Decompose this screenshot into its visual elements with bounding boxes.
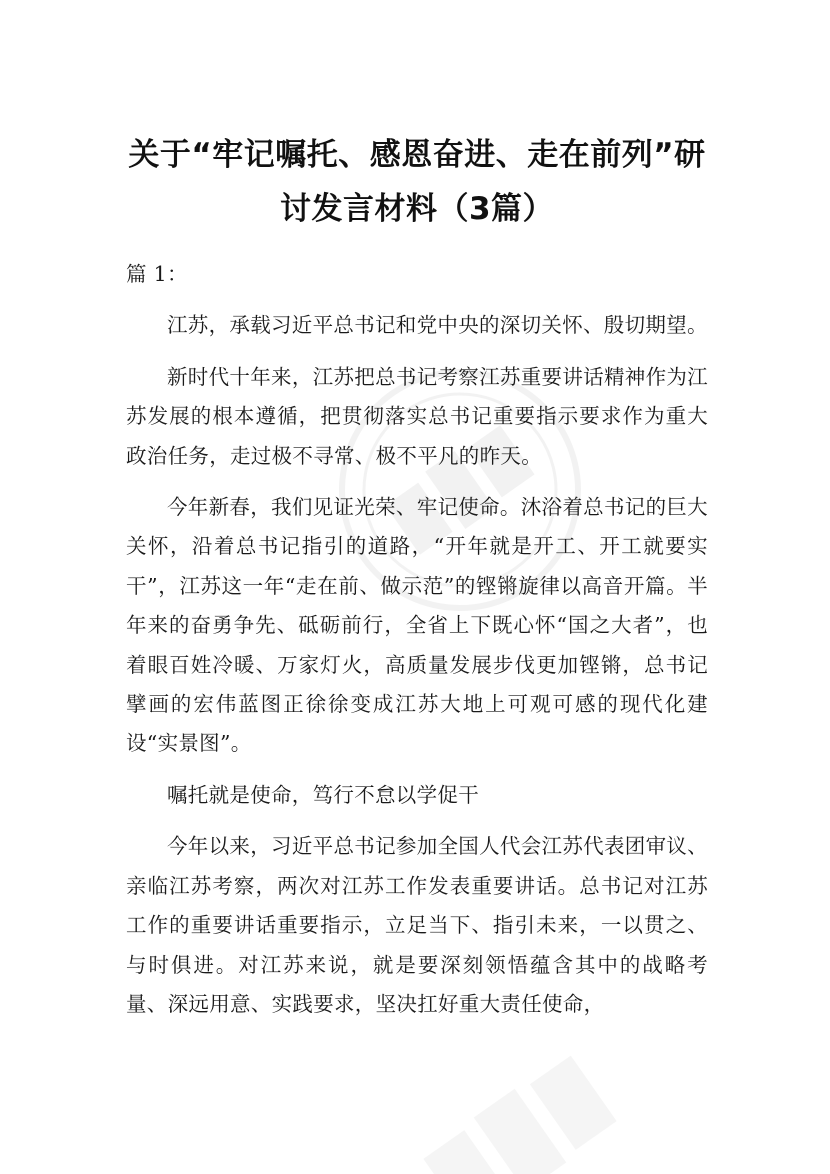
document-title [112,128,722,236]
document-body [126,255,708,1024]
title-line-2: 讨发言材料（3篇） [279,191,555,227]
paragraph-3: 今年新春，我们见证光荣、牢记使命。沐浴着总书记的巨大关怀，沿着总书记指引的道路，“开年就是开工、开工就要实干”，江苏这一年“走在前、做示范”的铿锵旋律以高音开篇。半年来的奋勇争先、砥砺前行，全省上下既心怀“国之大者”，也着眼百姓冷暖、万家灯火，高质量发展步伐更加铿锵，总书记擘画的宏伟蓝图正徐徐变成江苏大地上可观可感的现代化建设“实景图”。 [126,495,708,756]
title-line-1: 关于“牢记嘱托、感恩奋进、走在前列”研 [128,137,706,173]
paragraph-4: 今年以来，习近平总书记参加全国人代会江苏代表团审议、亲临江苏考察，两次对江苏工作发表重要讲话。总书记对江苏工作的重要讲话重要指示，立足当下、指引未来，一以贯之、与时俱进。对江苏来说，就是要深刻领悟蕴含其中的战略考量、深远用意、实践要求，坚决扛好重大责任使命， [126,834,708,1016]
watermark-seal-bottom-icon [404,1033,637,1174]
paragraph-1: 江苏，承载习近平总书记和党中央的深切关怀、殷切期望。 [167,313,708,338]
section-label: 篇 1： [126,262,188,286]
paragraph-2: 新时代十年来，江苏把总书记考察江苏重要讲话精神作为江苏发展的根本遵循，把贯彻落实总书记重要指示要求作为重大政治任务，走过极不寻常、极不平凡的昨天。 [126,364,708,468]
paragraph-heading: 嘱托就是使命，笃行不怠以学促干 [167,782,479,807]
